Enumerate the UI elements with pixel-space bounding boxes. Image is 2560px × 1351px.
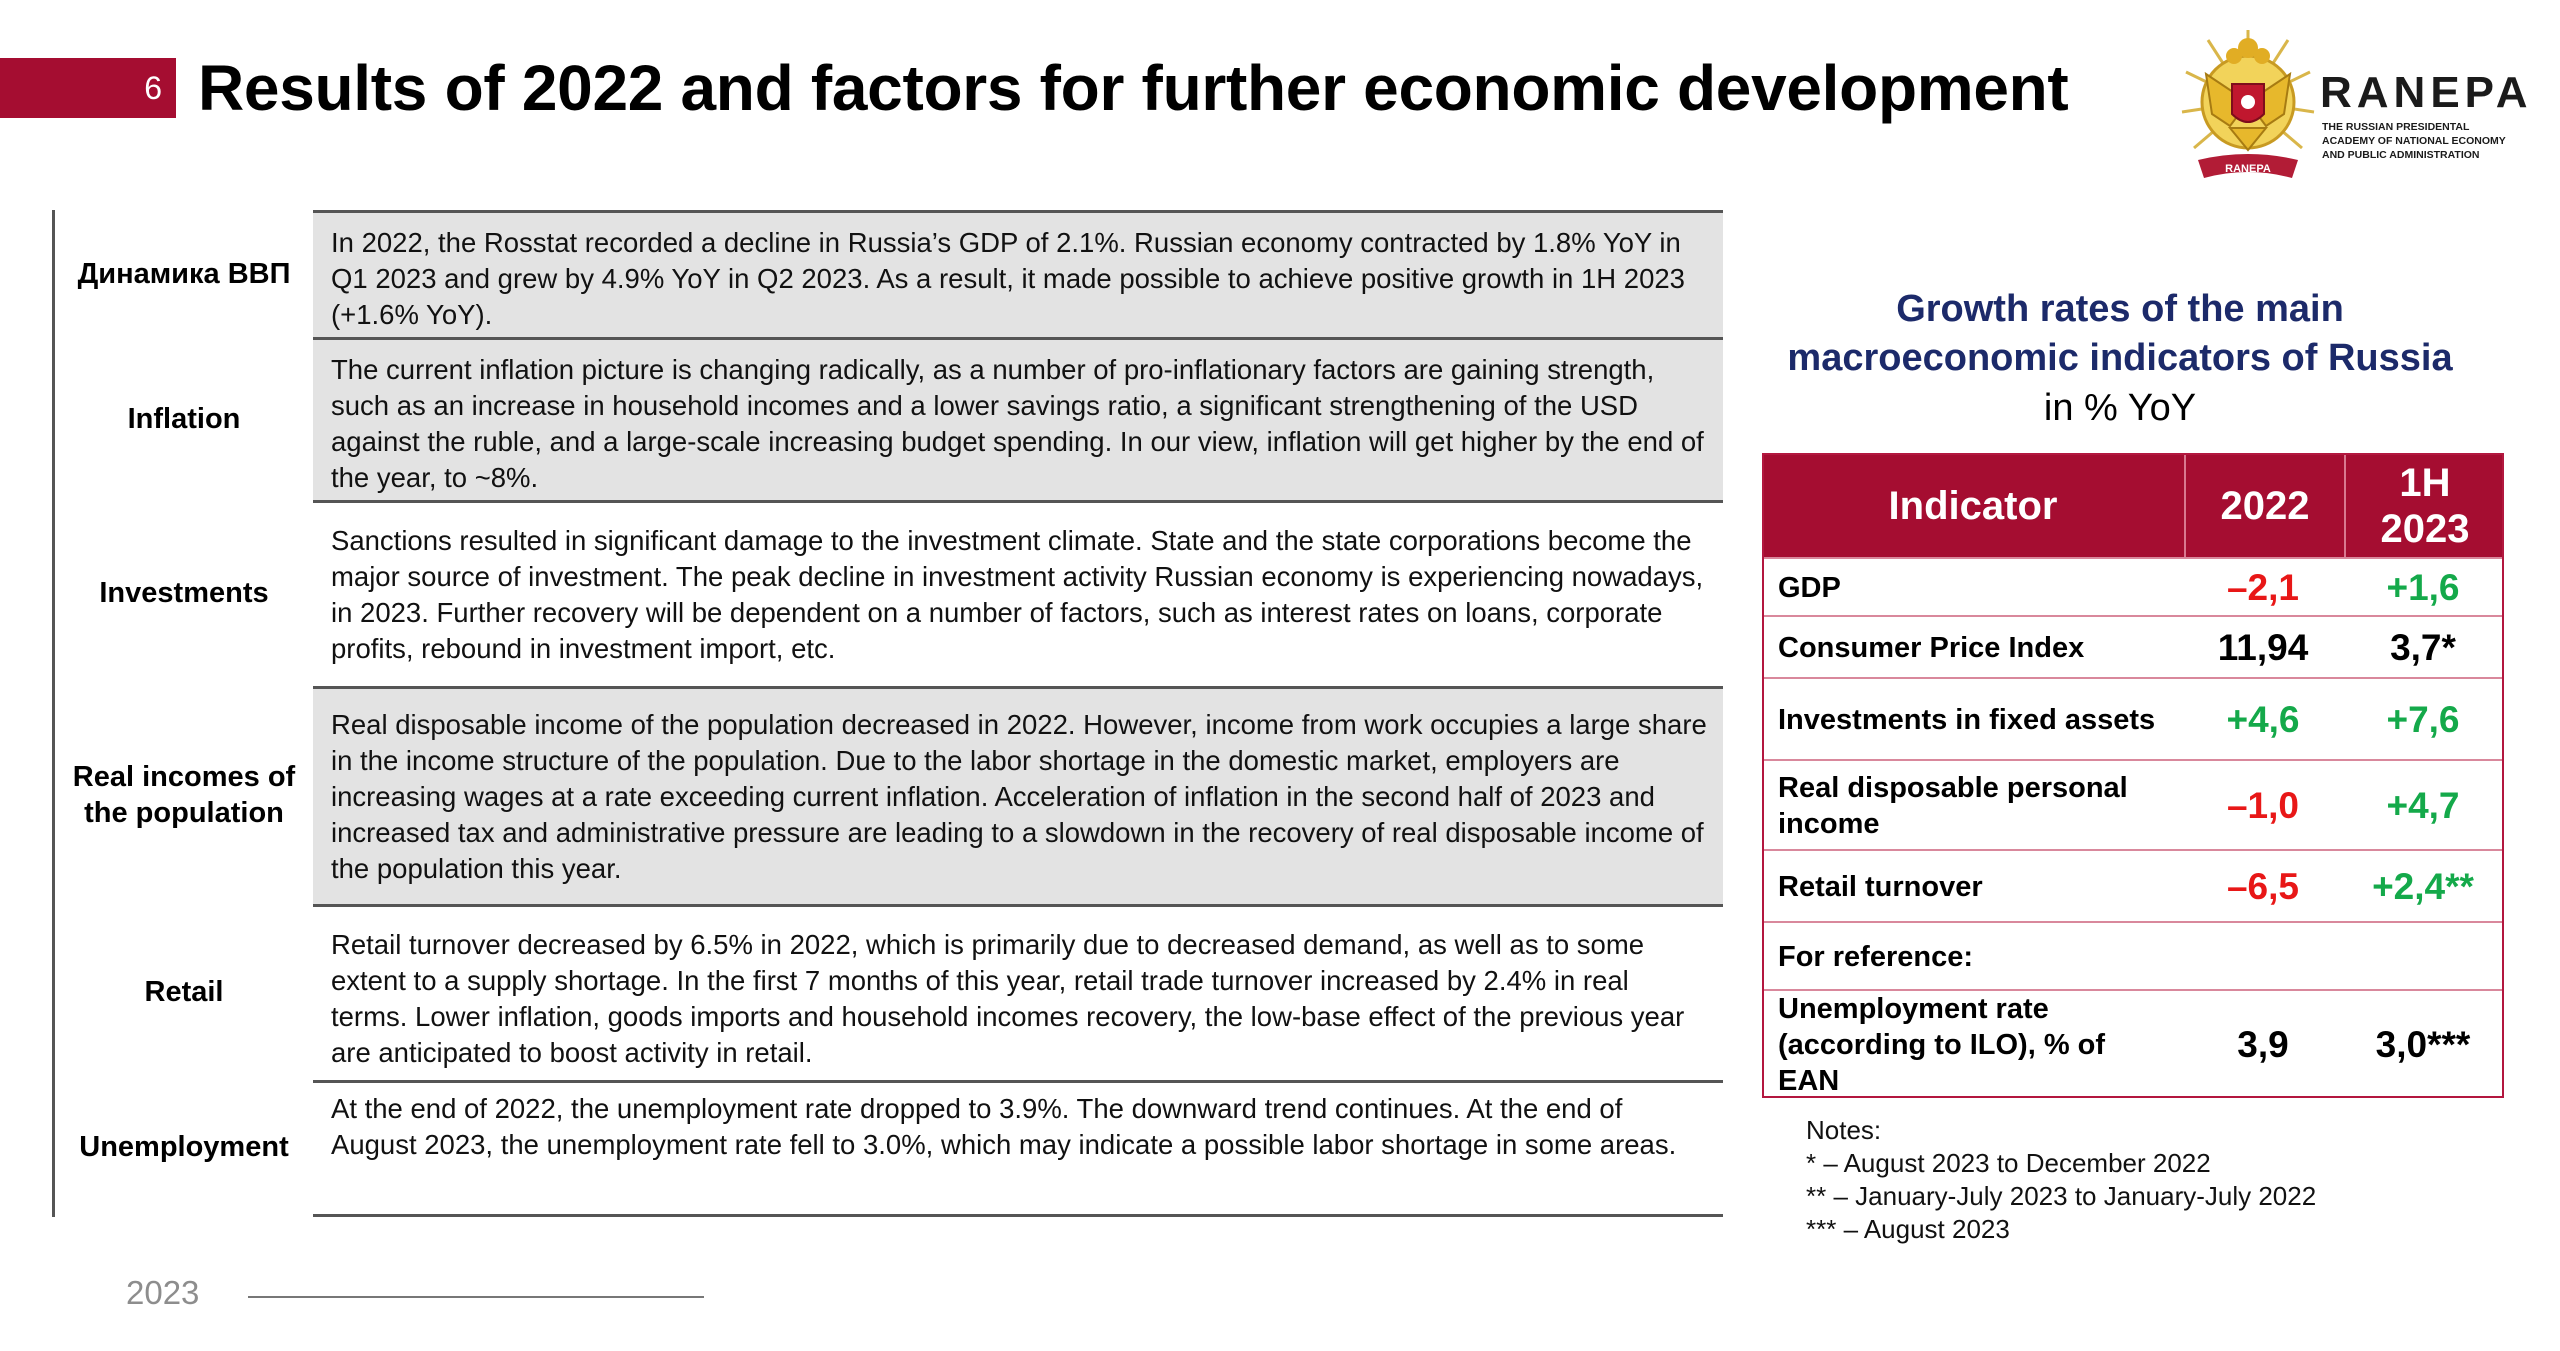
reference-label: For reference:	[1778, 941, 1974, 973]
table-row	[1764, 677, 2502, 761]
table-row	[1764, 759, 2502, 851]
factor-row-gdp	[55, 210, 1723, 337]
note-item: *** – August 2023	[1806, 1214, 2010, 1244]
table-row	[1764, 557, 2502, 617]
factor-text: Real disposable income of the population decreased in 2022. However, income from work occupies a large share in the income structure of the population. Due to the labor shortage in the domestic market, employers are increasing wages at a rate exceeding current inflation. Acceleration of inflation in the second half of 2023 and increased tax and administrative pressure are leading to a slowdown in the recovery of real disposable income of the population this year.	[313, 686, 1723, 904]
notes	[1806, 1114, 2316, 1246]
logo-subtitle-line: ACADEMY OF NATIONAL ECONOMY	[2322, 135, 2506, 147]
indicators-header-row	[1764, 455, 2502, 557]
table-row-reference	[1764, 921, 2502, 991]
factor-row-real-incomes	[55, 686, 1723, 904]
factor-text: Sanctions resulted in significant damage to the investment climate. State and the state corporations become the major source of investment. The peak decline in investment activity Russian economy is experiencing nowadays, in 2023. Further recovery will be dependent on a number of factors, such as interest rates on loans, corporate profits, rebound in investment import, etc.	[313, 500, 1723, 686]
factor-text: At the end of 2022, the unemployment rate dropped to 3.9%. The downward trend continues. At the end of August 2023, the unemployment rate fell to 3.0%, which may indicate a possible labor shortage in some areas.	[313, 1080, 1723, 1214]
column-header-indicator: Indicator	[1888, 483, 2058, 528]
value-2022: –2,1	[2226, 567, 2299, 608]
value-1h-2023: 3,0***	[2375, 1023, 2471, 1065]
factor-text: The current inflation picture is changing radically, as a number of pro-inflationary factors are gaining strength, such as an increase in household incomes and a lower savings ratio, a significant strengthening of the USD against the ruble, and a large-scale increasing budget spending. In our view, inflation will get higher by the end of the year, to ~8%.	[313, 337, 1723, 500]
indicators-heading: Growth rates of the main macroeconomic indicators of Russia	[1787, 288, 2453, 379]
value-1h-2023: +7,6	[2386, 699, 2460, 740]
indicator-name: Consumer Price Index	[1778, 632, 2085, 664]
value-2022: +4,6	[2226, 699, 2300, 740]
indicator-name: Real disposable personal income	[1778, 772, 2128, 840]
footer-divider	[248, 1296, 704, 1298]
factor-row-investments	[55, 500, 1723, 686]
indicator-name: Investments in fixed assets	[1778, 704, 2156, 736]
table-row	[1764, 989, 2502, 1098]
table-row	[1764, 615, 2502, 679]
value-1h-2023: +1,6	[2386, 567, 2460, 608]
column-header-1h-2023	[2344, 455, 2504, 557]
value-2022: –1,0	[2226, 785, 2299, 826]
factor-label: Динамика ВВП	[77, 257, 291, 290]
slide-number-bar	[0, 58, 176, 118]
value-1h-2023: 3,7*	[2390, 627, 2456, 668]
value-2022: 11,94	[2217, 627, 2309, 668]
factor-label: Inflation	[127, 402, 241, 435]
value-2022: –6,5	[2226, 866, 2299, 907]
eagle-emblem-icon	[2178, 22, 2318, 202]
logo-subtitle-line: AND PUBLIC ADMINISTRATION	[2322, 149, 2480, 161]
factor-row-retail	[55, 904, 1723, 1080]
value-2022: 3,9	[2237, 1023, 2289, 1065]
table-bottom-rule	[313, 1214, 1723, 1217]
indicator-name: Unemployment rate (according to ILO), % of EAN	[1778, 992, 2106, 1097]
factor-row-inflation	[55, 337, 1723, 500]
table-row	[1764, 849, 2502, 923]
factor-text: In 2022, the Rosstat recorded a decline in Russia’s GDP of 2.1%. Russian economy contracted by 1.8% YoY in Q1 2023 and grew by 4.9% YoY in Q2 2023. As a result, it made possible to achieve positive growth in 1H 2023 (+1.6% YoY).	[313, 210, 1723, 337]
value-1h-2023: +4,7	[2386, 785, 2460, 826]
logo-subtitle-line: THE RUSSIAN PRESIDENTAL	[2322, 121, 2470, 133]
factor-label: Investments	[99, 577, 269, 609]
logo-subtitle	[2322, 120, 2506, 162]
factor-text: Retail turnover decreased by 6.5% in 2022, which is primarily due to decreased demand, as well as to some extent to a supply shortage. In the first 7 months of this year, retail trade turnover increased by 2.4% in real terms. Lower inflation, goods imports and household incomes recovery, the low-base effect of the previous year are anticipated to boost activity in retail.	[313, 904, 1723, 1080]
factor-label: Retail	[144, 976, 224, 1008]
footer-year: 2023	[126, 1274, 200, 1311]
logo-name: RANEPA	[2320, 68, 2533, 117]
indicator-name: Retail turnover	[1778, 871, 1983, 903]
factor-row-unemployment	[55, 1080, 1723, 1214]
column-header-2022: 2022	[2184, 455, 2344, 557]
note-item: * – August 2023 to December 2022	[1806, 1148, 2211, 1178]
value-1h-2023: +2,4**	[2372, 866, 2474, 907]
factor-label: Unemployment	[79, 1131, 289, 1163]
column-header-1h-2023-label: 1H 2023	[2380, 461, 2470, 551]
logo-ribbon-text: RANEPA	[2225, 163, 2271, 175]
factors-table	[52, 210, 1723, 1217]
note-item: ** – January-July 2023 to January-July 2022	[1806, 1181, 2317, 1211]
indicators-unit: in % YoY	[2043, 387, 2197, 429]
factor-label: Real incomes of the population	[72, 761, 296, 829]
page-title: Results of 2022 and factors for further economic development	[198, 52, 2069, 124]
notes-title: Notes:	[1806, 1115, 1882, 1145]
indicators-table	[1762, 453, 2504, 1098]
ranepa-logo	[2178, 22, 2558, 202]
slide-number: 6	[144, 70, 162, 106]
indicator-name: GDP	[1778, 572, 1841, 604]
